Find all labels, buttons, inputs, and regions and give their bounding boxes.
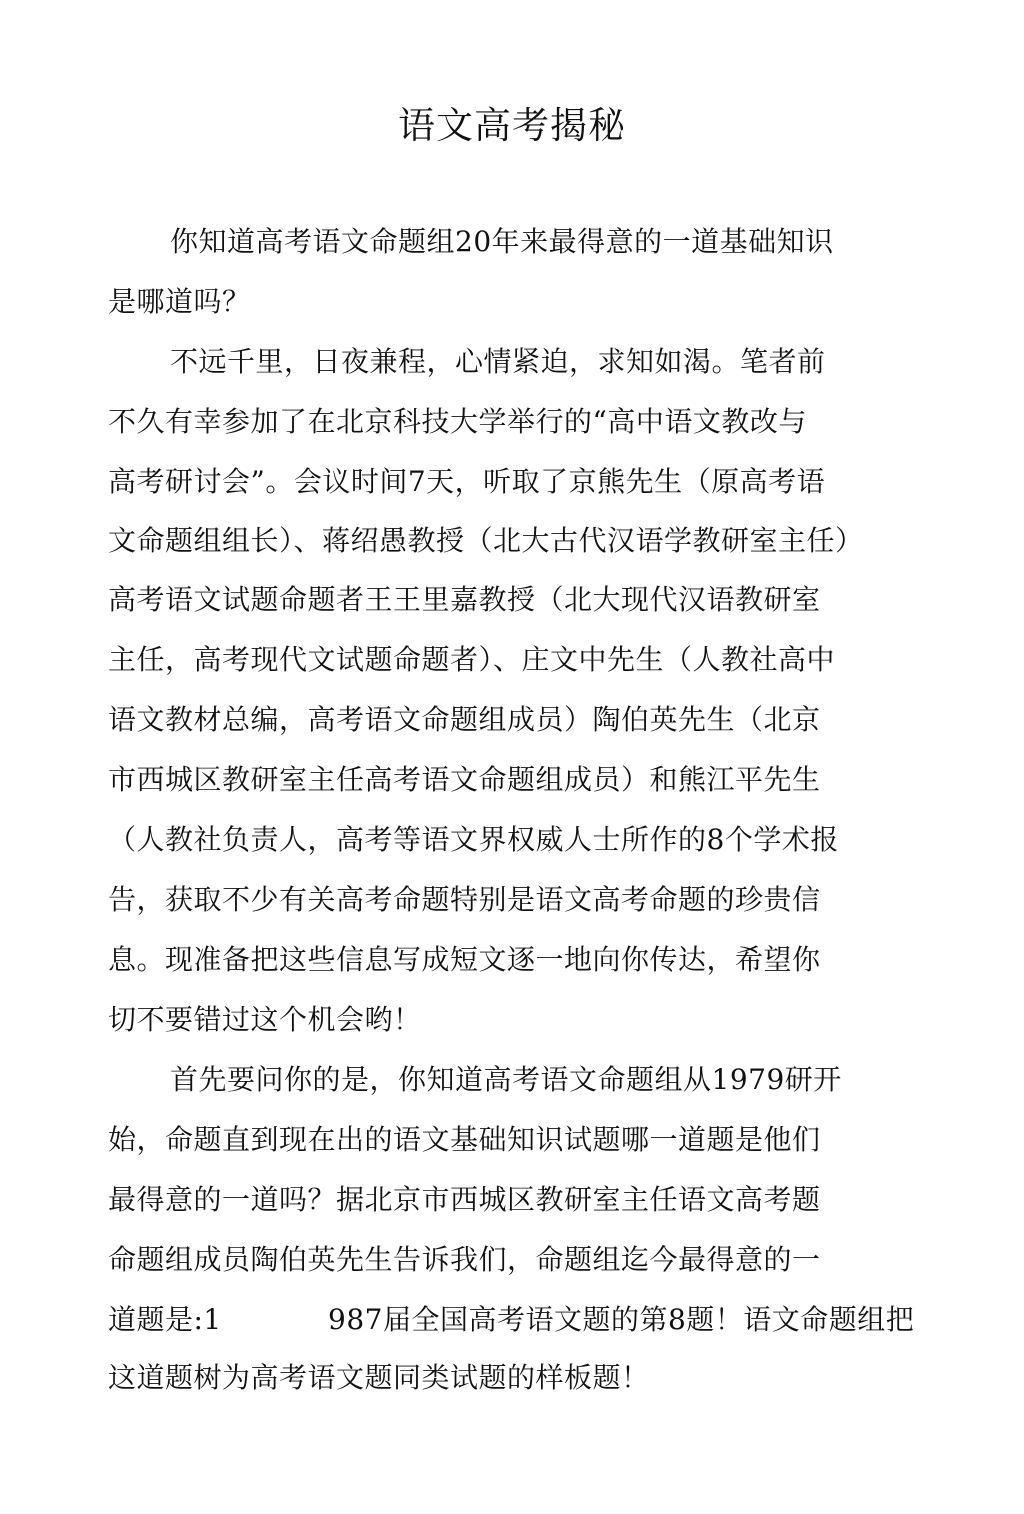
paragraph-line: 主任，高考现代文试题命题者）、庄文中先生（人教社高中 (108, 643, 836, 676)
paragraph-line: 这道题树为高考语文题同类试题的样板题！ (108, 1361, 650, 1394)
document-title: 语文高考揭秘 (398, 104, 626, 147)
paragraph-line: 命题组成员陶伯英先生告诉我们，命题组迄今最得意的一 (108, 1243, 821, 1276)
paragraph-line: 切不要错过这个机会哟！ (108, 1003, 422, 1036)
paragraph-line: 不远千里，日夜兼程，心情紧迫，求知如渴。笔者前 (170, 345, 826, 378)
paragraph-line: 首先要问你的是，你知道高考语文命题组从1979研开 (170, 1063, 842, 1096)
paragraph-line: 高考语文试题命题者王王里嘉教授（北大现代汉语教研室 (108, 583, 821, 616)
paragraph-line: 你知道高考语文命题组20年来最得意的一道基础知识 (170, 225, 834, 258)
paragraph-line: 是哪道吗？ (108, 285, 251, 318)
paragraph-line: （人教社负责人，高考等语文界权威人士所作的8个学术报 (108, 823, 839, 856)
paragraph-line: 语文教材总编，高考语文命题组成员）陶伯英先生（北京 (108, 703, 821, 736)
paragraph-line: 最得意的一道吗？据北京市西城区教研室主任语文高考题 (108, 1183, 821, 1216)
paragraph-line: 高考研讨会”。会议时间7天，听取了京熊先生（原高考语 (108, 465, 826, 498)
paragraph-line: 不久有幸参加了在北京科技大学举行的“高中语文教改与 (108, 405, 807, 438)
paragraph-line: 始，命题直到现在出的语文基础知识试题哪一道题是他们 (108, 1123, 821, 1156)
paragraph-line: 息。现准备把这些信息写成短文逐一地向你传达，希望你 (108, 943, 821, 976)
paragraph-line: 987届全国高考语文题的第8题！语文命题组把 (328, 1303, 915, 1336)
paragraph-line: 市西城区教研室主任高考语文命题组成员）和熊江平先生 (108, 763, 821, 796)
paragraph-line: 道题是:1 (108, 1303, 222, 1336)
paragraph-line: 告，获取不少有关高考命题特别是语文高考命题的珍贵信 (108, 883, 821, 916)
paragraph-line: 文命题组组长）、蒋绍愚教授（北大古代汉语学教研室主任） (108, 524, 864, 557)
